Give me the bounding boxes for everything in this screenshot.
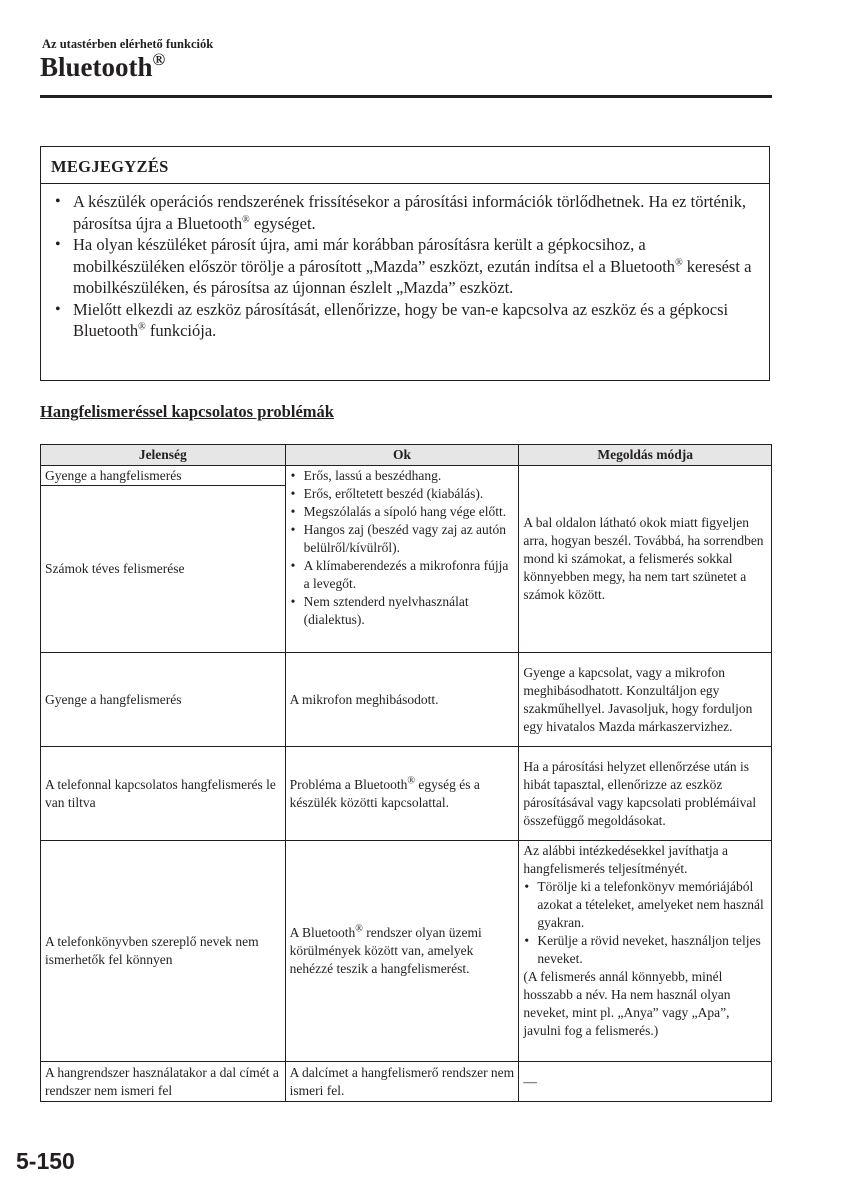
page-number: 5-150 [16,1148,75,1174]
list-item: • Törölje ki a telefonkönyv memóriájából azokat a tételeket, amelyeket nem használ gyakran. [523,878,767,932]
table-row [41,1062,772,1102]
symptom-cell: Gyenge a hangfelismerés [41,466,286,486]
column-header-cause: Ok [285,445,519,466]
note-item-text: Ha olyan készüléket párosít újra, ami már korábban párosításra került a gépkocsihoz, a mobilkészüléken először törölje a párosított „Mazda” eszközt, ezután indítsa el a Bluetooth [73,235,676,276]
solution-note: (A felismerés annál könnyebb, minél hosszabb a név. Ha nem használ olyan neveket, mint pl. „Anya” vagy „Apa”, javulni fog a felismerés.) [523,969,731,1038]
cause-list [290,467,515,629]
note-item [55,234,759,299]
solution-cell: Ha a párosítási helyzet ellenőrzése után is hibát tapasztal, ellenőrizze az eszköz párosításával vagy kapcsolati problémáival összefüggő megoldásokat. [519,747,772,841]
list-item: • Erős, lassú a beszédhang. [290,467,515,485]
note-item-text: A készülék operációs rendszerének frissítésekor a párosítási információk törlődhetnek. Ha ez történik, párosítsa újra a Bluetooth [73,192,747,233]
note-item-text: funkciója. [145,321,217,340]
note-list [41,184,769,342]
solution-cell [519,841,772,1062]
troubleshooting-table [40,444,772,1102]
symptom-cell: Gyenge a hangfelismerés [41,653,286,747]
list-item: • Nem sztenderd nyelvhasználat (dialektus). [290,593,515,629]
symptom-cell: A hangrendszer használatakor a dal címét a rendszer nem ismeri fel [41,1062,286,1102]
note-heading: MEGJEGYZÉS [41,147,769,184]
cause-text: Probléma a Bluetooth [289,776,408,792]
list-item: • Megszólalás a sípoló hang vége előtt. [290,503,515,521]
registered-mark: ® [407,775,415,786]
column-header-solution: Megoldás módja [519,445,772,466]
note-item-text: keresést a mobilkészüléken, és párosítsa az újonnan észlelt „Mazda” eszközt. [73,256,752,297]
registered-mark: ® [152,50,166,69]
column-header-symptom: Jelenség [41,445,286,466]
cause-cell [285,466,519,653]
table-row [41,466,772,486]
solution-cell: Gyenge a kapcsolat, vagy a mikrofon meghibásodhatott. Konzultáljon egy szakműhellyel. Javasoljuk, hogy forduljon egy hivatalos Mazda márkaszervizhez. [519,653,772,747]
solution-cell: — [519,1062,772,1102]
table-header-row [41,445,772,466]
cause-cell: A mikrofon meghibásodott. [285,653,519,747]
section-label: Az utastérben elérhető funkciók [42,37,214,51]
table-row [41,653,772,747]
note-item [55,191,759,234]
symptom-cell: A telefonkönyvben szereplő nevek nem ismerhetők fel könnyen [41,841,286,1062]
cause-cell [285,841,519,1062]
cause-cell: A dalcímet a hangfelismerő rendszer nem ismeri fel. [285,1062,519,1102]
solution-cell: A bal oldalon látható okok miatt figyeljen arra, hogyan beszél. Továbbá, ha sorrendben mond ki számokat, a felismerés sokkal könnyebben megy, ha nem tart szünetet a számok között. [519,466,772,653]
list-item: • A klímaberendezés a mikrofonra fújja a levegőt. [290,557,515,593]
registered-mark: ® [242,214,250,225]
registered-mark: ® [675,257,683,268]
symptom-cell: A telefonnal kapcsolatos hangfelismerés le van tiltva [41,747,286,841]
cause-text: egység és a készülék közötti kapcsolattal. [289,776,480,810]
title-divider [40,95,772,98]
list-item: • Hangos zaj (beszéd vagy zaj az autón belülről/kívülről). [290,521,515,557]
cause-text: rendszer olyan üzemi körülmények között van, amelyek nehézzé teszik a hangfelismerést. [289,925,482,976]
cause-cell [285,747,519,841]
page-title [40,50,166,82]
registered-mark: ® [138,321,146,333]
list-item: • Erős, erőltetett beszéd (kiabálás). [290,485,515,503]
registered-mark: ® [355,923,363,935]
symptom-cell: Számok téves felismerése [41,486,286,653]
page-title-text: Bluetooth [40,52,153,82]
note-item [55,299,759,342]
table-row [41,841,772,1062]
note-item-text: Mielőtt elkezdi az eszköz párosítását, ellenőrizze, hogy be van-e kapcsolva az eszköz és a gépkocsi Bluetooth [73,299,729,340]
cause-text: A Bluetooth [289,925,356,940]
list-item: • Kerülje a rövid neveket, használjon teljes neveket. [523,932,767,968]
table-row [41,747,772,841]
section-title: Hangfelismeréssel kapcsolatos problémák [40,402,334,421]
note-item-text: egységet. [249,213,316,233]
note-box [40,146,770,381]
solution-list [523,878,767,968]
solution-intro: Az alábbi intézkedésekkel javíthatja a hangfelismerés teljesítményét. [523,843,728,876]
